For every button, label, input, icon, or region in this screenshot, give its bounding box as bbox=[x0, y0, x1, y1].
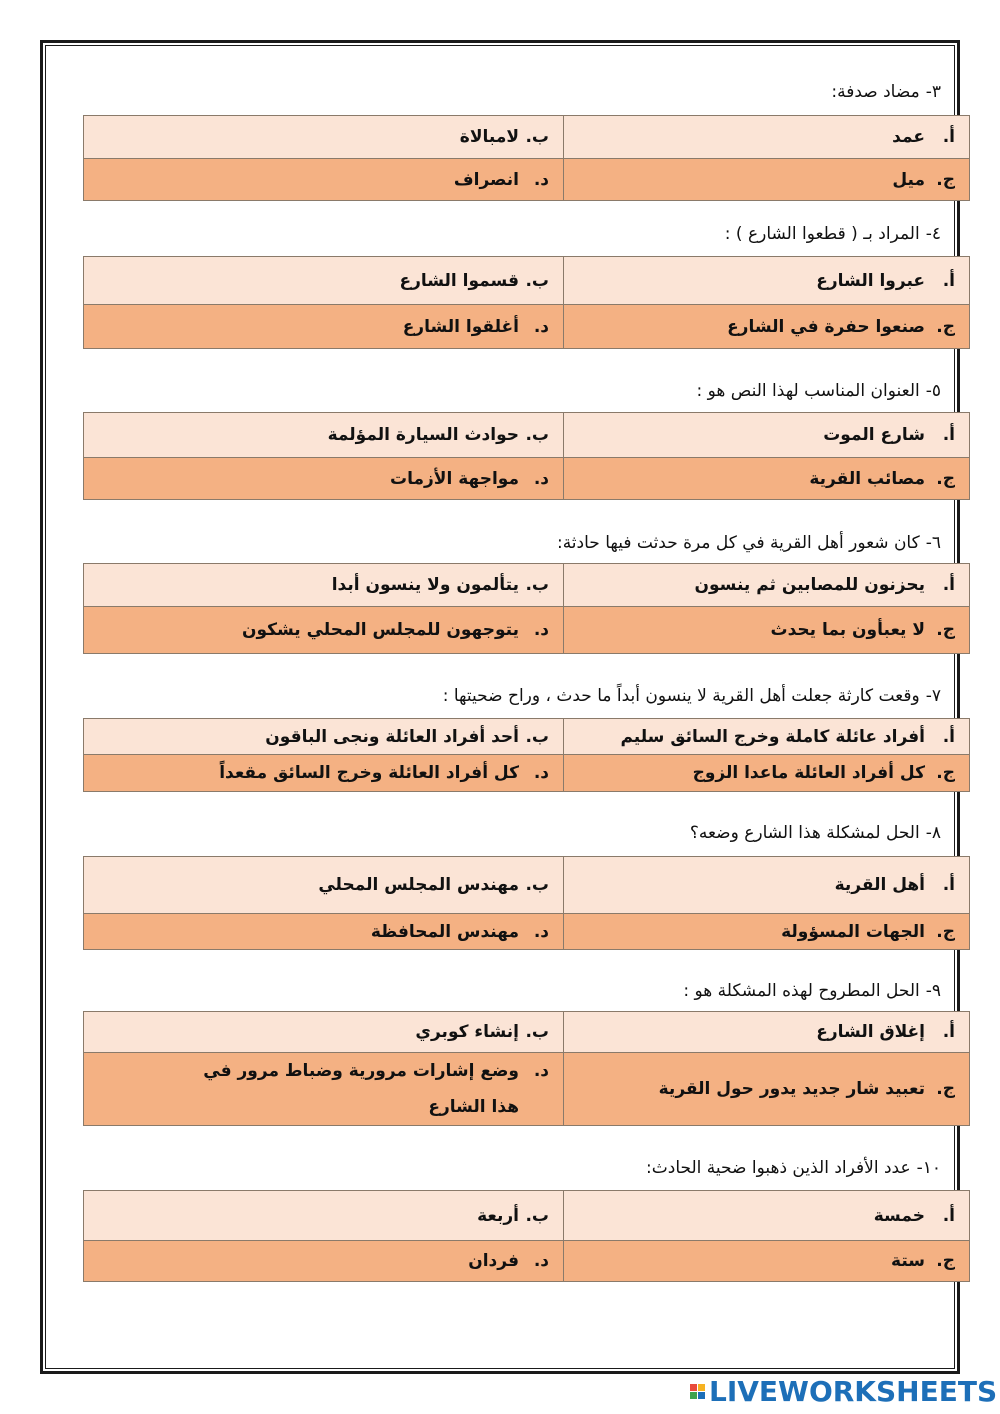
option-letter: د. bbox=[533, 1061, 549, 1081]
option-b[interactable] bbox=[84, 857, 564, 914]
option-letter: ج. bbox=[936, 921, 955, 942]
option-text: مواجهة الأزمات bbox=[390, 468, 519, 489]
option-b[interactable] bbox=[84, 564, 564, 607]
option-letter: ج. bbox=[936, 1251, 955, 1271]
option-text: حوادث السيارة المؤلمة bbox=[327, 425, 519, 445]
option-a[interactable] bbox=[564, 564, 970, 607]
question-number: ٨- bbox=[925, 823, 941, 843]
option-b[interactable] bbox=[84, 719, 564, 755]
options-table bbox=[83, 412, 970, 500]
question-prompt: مضاد صدفة: bbox=[831, 82, 920, 102]
option-text: عبروا الشارع bbox=[816, 270, 925, 291]
option-letter: ج. bbox=[936, 620, 955, 640]
option-d[interactable] bbox=[84, 755, 564, 792]
option-a[interactable] bbox=[564, 257, 970, 305]
option-text: الجهات المسؤولة bbox=[781, 921, 925, 942]
option-text: يحزنون للمصابين ثم ينسون bbox=[694, 575, 925, 595]
question-text bbox=[646, 1158, 941, 1178]
question-number: ٩- bbox=[925, 981, 941, 1001]
option-c[interactable] bbox=[564, 159, 970, 201]
question-text bbox=[697, 381, 942, 401]
option-text: لامبالاة bbox=[459, 127, 519, 147]
option-text: أربعة bbox=[477, 1205, 519, 1226]
logo-square-green bbox=[690, 1392, 697, 1399]
option-letter: ب. bbox=[525, 127, 549, 147]
option-text: مهندس المحافظة bbox=[370, 921, 519, 942]
option-letter: أ. bbox=[942, 270, 955, 291]
option-text: ميل bbox=[892, 169, 925, 190]
question-prompt: العنوان المناسب لهذا النص هو : bbox=[696, 381, 920, 401]
option-letter: ج. bbox=[936, 468, 955, 489]
question-number: ٦- bbox=[925, 533, 941, 553]
option-letter: د. bbox=[533, 921, 549, 942]
option-letter: ب. bbox=[525, 575, 549, 595]
option-b[interactable] bbox=[84, 1012, 564, 1053]
option-letter: ج. bbox=[936, 763, 955, 783]
option-text: قسموا الشارع bbox=[399, 270, 519, 291]
question-number: ٤- bbox=[925, 224, 941, 244]
option-a[interactable] bbox=[564, 857, 970, 914]
logo-square-blue bbox=[698, 1392, 705, 1399]
option-text: أهل القرية bbox=[834, 875, 925, 895]
question-number: ٥- bbox=[925, 381, 941, 401]
option-letter: أ. bbox=[942, 575, 955, 595]
option-d[interactable] bbox=[84, 305, 564, 349]
option-a[interactable] bbox=[564, 116, 970, 159]
option-b[interactable] bbox=[84, 257, 564, 305]
option-letter: أ. bbox=[942, 875, 955, 895]
question-text bbox=[690, 823, 941, 843]
options-table bbox=[83, 256, 970, 349]
options-table bbox=[83, 1011, 970, 1126]
option-text: أفراد عائلة كاملة وخرج السائق سليم bbox=[620, 726, 925, 747]
logo-square-yellow bbox=[698, 1384, 705, 1391]
option-c[interactable] bbox=[564, 914, 970, 950]
options-table bbox=[83, 1190, 970, 1282]
question-prompt: عدد الأفراد الذين ذهبوا ضحية الحادث: bbox=[646, 1158, 911, 1178]
option-text: ستة bbox=[891, 1251, 925, 1271]
option-letter: ج. bbox=[936, 316, 955, 337]
option-d[interactable] bbox=[84, 458, 564, 500]
option-letter: د. bbox=[533, 468, 549, 489]
question-text bbox=[557, 533, 941, 553]
logo-grid-icon bbox=[690, 1384, 705, 1399]
question-prompt: الحل لمشكلة هذا الشارع وضعه؟ bbox=[689, 823, 920, 843]
question-text bbox=[443, 686, 941, 706]
liveworksheets-logo[interactable] bbox=[690, 1374, 998, 1408]
question-text bbox=[831, 82, 941, 102]
option-letter: د. bbox=[533, 620, 549, 640]
option-letter: ب. bbox=[525, 1022, 549, 1042]
option-letter: ج. bbox=[936, 1079, 955, 1099]
question-prompt: وقعت كارثة جعلت أهل القرية لا ينسون أبداً ما حدث ، وراح ضحيتها : bbox=[442, 686, 920, 706]
options-table bbox=[83, 115, 970, 201]
option-letter: ب. bbox=[525, 425, 549, 445]
question-number: ٧- bbox=[925, 686, 941, 706]
question-text bbox=[683, 981, 941, 1001]
option-text: وضع إشارات مرورية وضباط مرور في هذا الشارع bbox=[203, 1061, 519, 1117]
option-text: شارع الموت bbox=[823, 425, 925, 445]
question-prompt: الحل المطروح لهذه المشكلة هو : bbox=[683, 981, 920, 1001]
option-c[interactable] bbox=[564, 305, 970, 349]
option-text: خمسة bbox=[873, 1205, 925, 1226]
option-text: كل أفراد العائلة ماعدا الزوج bbox=[692, 763, 925, 783]
option-c[interactable] bbox=[564, 1053, 970, 1126]
option-text: صنعوا حفرة في الشارع bbox=[727, 316, 925, 337]
option-letter: أ. bbox=[942, 1205, 955, 1226]
question-number: ٣- bbox=[925, 82, 941, 102]
option-b[interactable] bbox=[84, 413, 564, 458]
option-text: مصائب القرية bbox=[809, 468, 925, 489]
option-text: يتوجهون للمجلس المحلي يشكون bbox=[241, 620, 519, 640]
option-a[interactable] bbox=[564, 1012, 970, 1053]
option-b[interactable] bbox=[84, 1191, 564, 1241]
option-letter: د. bbox=[533, 1251, 549, 1271]
option-letter: أ. bbox=[942, 127, 955, 147]
option-text: إغلاق الشارع bbox=[816, 1022, 925, 1042]
option-text: إنشاء كوبري bbox=[415, 1022, 519, 1042]
option-a[interactable] bbox=[564, 719, 970, 755]
option-letter: ب. bbox=[525, 1205, 549, 1226]
option-letter: أ. bbox=[942, 425, 955, 445]
option-a[interactable] bbox=[564, 413, 970, 458]
option-text: أحد أفراد العائلة ونجى الباقون bbox=[265, 726, 519, 747]
option-c[interactable] bbox=[564, 458, 970, 500]
option-letter: ب. bbox=[525, 875, 549, 895]
option-text: تعبيد شار جديد يدور حول القرية bbox=[658, 1079, 925, 1099]
option-letter: ب. bbox=[525, 726, 549, 747]
option-text: فردان bbox=[468, 1251, 519, 1271]
option-letter: د. bbox=[533, 316, 549, 337]
option-letter: د. bbox=[533, 763, 549, 783]
option-text: يتألمون ولا ينسون أبدا bbox=[331, 575, 519, 595]
option-d[interactable] bbox=[84, 914, 564, 950]
option-c[interactable] bbox=[564, 1241, 970, 1282]
option-letter: أ. bbox=[942, 1022, 955, 1042]
question-number: ١٠- bbox=[916, 1158, 941, 1178]
options-table bbox=[83, 856, 970, 950]
option-c[interactable] bbox=[564, 607, 970, 654]
logo-text: LIVEWORKSHEETS bbox=[709, 1374, 998, 1408]
options-table bbox=[83, 563, 970, 654]
option-d[interactable] bbox=[84, 159, 564, 201]
option-d[interactable] bbox=[84, 1241, 564, 1282]
option-d[interactable] bbox=[84, 1053, 564, 1126]
logo-square-red bbox=[690, 1384, 697, 1391]
option-c[interactable] bbox=[564, 755, 970, 792]
option-a[interactable] bbox=[564, 1191, 970, 1241]
option-text: مهندس المجلس المحلي bbox=[318, 875, 519, 895]
option-b[interactable] bbox=[84, 116, 564, 159]
option-text: أغلقوا الشارع bbox=[402, 316, 519, 337]
option-text: كل أفراد العائلة وخرج السائق مقعداً bbox=[219, 763, 519, 783]
question-text bbox=[725, 224, 941, 244]
option-text: لا يعبأون بما يحدث bbox=[770, 620, 925, 640]
option-text: انصراف bbox=[453, 169, 519, 190]
options-table bbox=[83, 718, 970, 792]
option-letter: ج. bbox=[936, 169, 955, 190]
option-text: عمد bbox=[892, 127, 925, 147]
option-letter: أ. bbox=[942, 726, 955, 747]
question-prompt: المراد بـ ( قطعوا الشارع ) : bbox=[724, 224, 920, 244]
option-letter: ب. bbox=[525, 270, 549, 291]
option-d[interactable] bbox=[84, 607, 564, 654]
question-prompt: كان شعور أهل القرية في كل مرة حدثت فيها حادثة: bbox=[556, 533, 920, 553]
option-letter: د. bbox=[533, 169, 549, 190]
